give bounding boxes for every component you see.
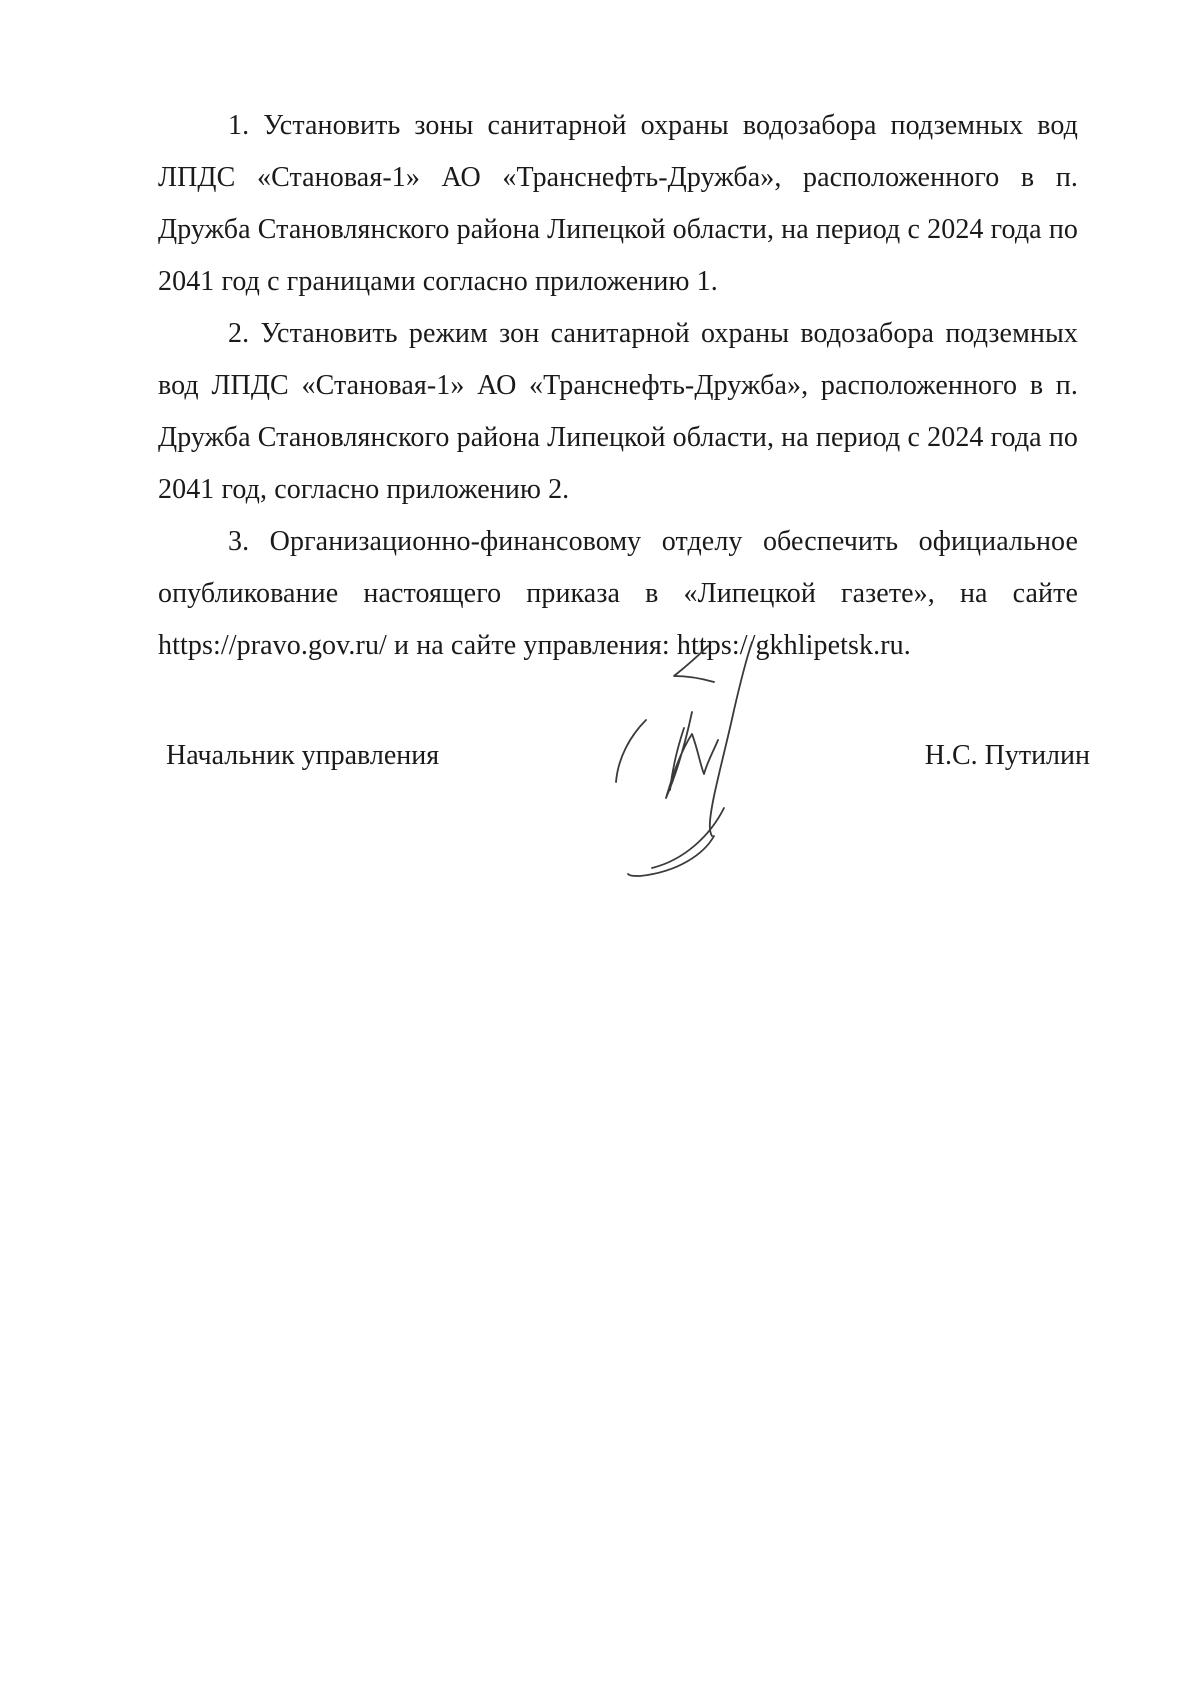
paragraph-3: 3. Организационно-финансовому отделу обеспечить официальное опубликование настоящего приказа в «Липецкой газете», на сайте https://pravo.gov.ru/ и на сайте управления: https://gkhlipetsk.ru. <box>158 526 1078 661</box>
paragraph-1: 1. Установить зоны санитарной охраны водозабора подземных вод ЛПДС «Становая-1» АО «Транснефть-Дружба», расположенного в п. Дружба Становлянского района Липецкой области, на период с 2024 года по 2041 год с границами согласно приложению 1. <box>158 110 1078 297</box>
signatory-name: Н.С. Путилин <box>924 740 1090 771</box>
paragraph-2: 2. Установить режим зон санитарной охраны водозабора подземных вод ЛПДС «Становая-1» АО «Транснефть-Дружба», расположенного в п. Дружба Становлянского района Липецкой области, на период с 2024 года по 2041 год, согласно приложению 2. <box>158 318 1078 505</box>
handwritten-signature-icon <box>600 640 830 880</box>
order-body <box>158 100 1078 672</box>
signatory-position: Начальник управления <box>166 740 440 771</box>
